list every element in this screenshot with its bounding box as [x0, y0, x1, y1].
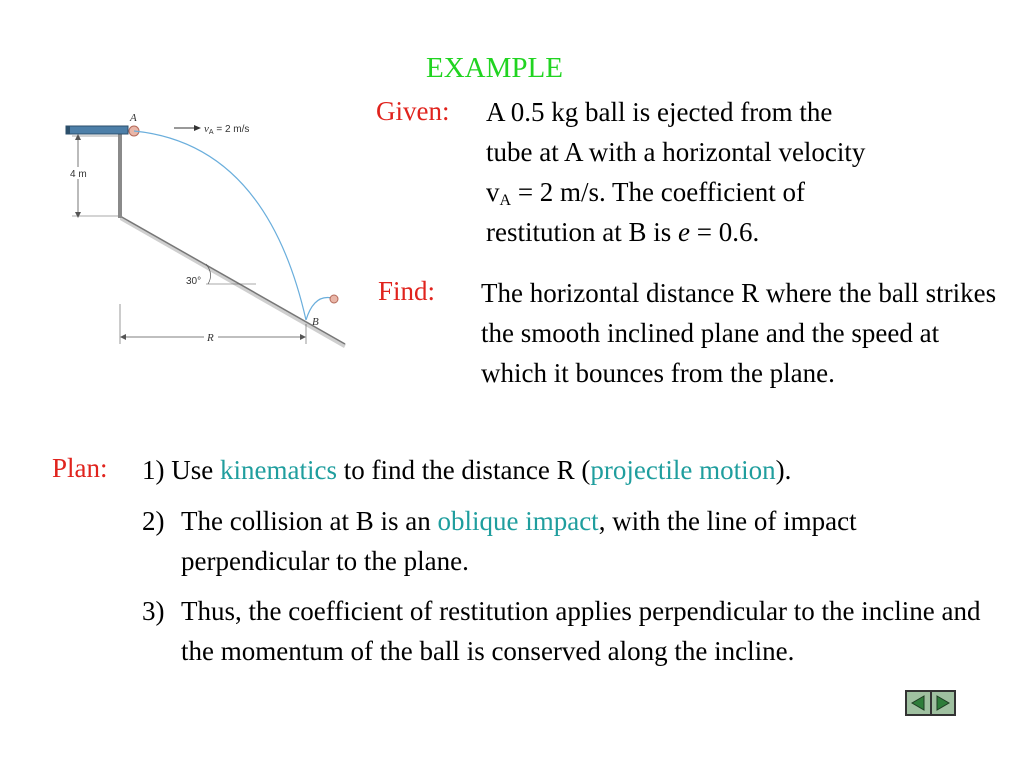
plan-item-1: 1) Use kinematics to find the distance R (projectile motion).	[142, 455, 792, 485]
plan-item-3: Thus, the coefficient of restitution applies perpendicular to the incline and the momentum of the ball is conserved along the incline.	[181, 596, 981, 666]
previous-slide-button[interactable]	[907, 692, 930, 714]
plan-label: Plan:	[52, 453, 108, 483]
plan-item-2: The collision at B is an oblique impact, with the line of impact perpendicular to the plane.	[181, 506, 857, 576]
given-text	[486, 92, 1006, 252]
label-point-a: A	[130, 112, 137, 124]
tube	[66, 126, 128, 134]
slide-navigation	[905, 690, 956, 716]
next-slide-button[interactable]	[930, 692, 955, 714]
projectile-motion-link: projectile motion	[590, 455, 776, 485]
support-wall	[118, 134, 122, 218]
label-distance: R	[207, 332, 214, 344]
find-label: Find:	[378, 276, 436, 306]
find-text: The horizontal distance R where the ball strikes the smooth inclined plane and the speed at which it bounces from the plane.	[481, 278, 997, 388]
label-angle: 30°	[186, 276, 202, 287]
slide-title: EXAMPLE	[426, 52, 563, 84]
tube-end	[66, 126, 70, 134]
height-arrow-bottom	[75, 212, 81, 218]
given-label: Given:	[376, 96, 450, 126]
triangle-left-icon	[909, 694, 927, 712]
height-arrow-top	[75, 134, 81, 140]
plan-item-2-number: 2)	[142, 506, 165, 536]
given-line-1: A 0.5 kg ball is ejected from the	[486, 97, 833, 127]
r-arrow-right	[300, 334, 306, 340]
given-line-3: $v_A = 2$ m/s. The coefficient of	[486, 177, 805, 209]
given-line-4: restitution at B is e = 0.6.	[486, 217, 760, 247]
projectile-diagram	[56, 104, 356, 354]
velocity-arrowhead	[194, 125, 201, 131]
oblique-impact-link: oblique impact	[437, 506, 599, 536]
given-line-2: tube at A with a horizontal velocity	[486, 137, 866, 167]
bounce-path	[306, 297, 332, 320]
ball-after-bounce	[330, 295, 338, 303]
label-point-b: B	[312, 316, 319, 328]
label-velocity: $v_A = 2$ m/s	[204, 123, 250, 136]
plan-item-3-number: 3)	[142, 596, 165, 626]
r-arrow-left	[120, 334, 126, 340]
triangle-right-icon	[934, 694, 952, 712]
label-height: 4 m	[70, 169, 87, 180]
trajectory-path	[134, 131, 306, 320]
kinematics-link: kinematics	[219, 455, 337, 485]
